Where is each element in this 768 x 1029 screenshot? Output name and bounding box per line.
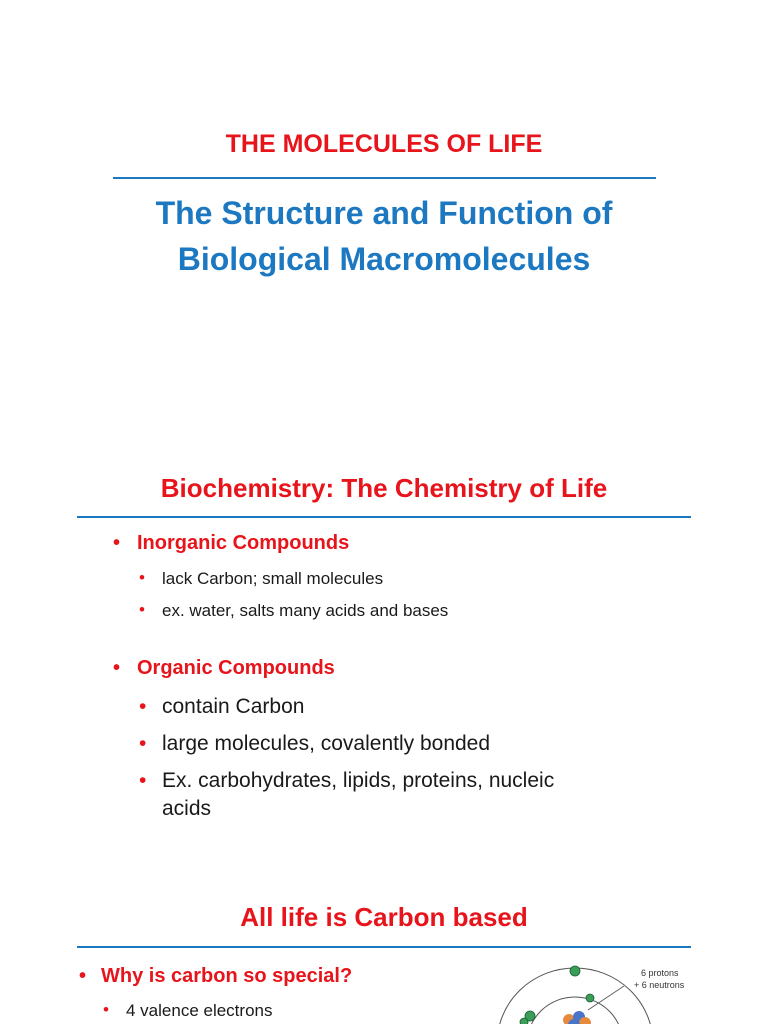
bullet-text: large molecules, covalently bonded <box>162 732 491 755</box>
bullet-glyph: • <box>139 568 145 587</box>
title-divider <box>113 177 656 179</box>
bullet-glyph: • <box>139 769 147 792</box>
bullet-item <box>103 1000 273 1021</box>
carbon-atom-illustration <box>490 962 740 1024</box>
bullet-heading-inorganic <box>113 532 350 555</box>
bullet-heading-organic <box>113 657 335 680</box>
bullet-list <box>0 430 768 862</box>
bullet-glyph: • <box>113 657 121 679</box>
neutrons-label: + 6 neutrons <box>634 980 685 990</box>
slide-carbon <box>0 862 768 1024</box>
bullet-item <box>139 767 555 795</box>
bullet-glyph: • <box>79 965 87 987</box>
electron <box>586 994 594 1002</box>
electron <box>570 966 580 976</box>
bullet-item <box>139 693 305 721</box>
bullet-text: Why is carbon so special? <box>101 965 353 987</box>
slide-subtitle <box>0 190 768 282</box>
bullet-item <box>139 568 384 589</box>
bullet-text: Ex. carbohydrates, lipids, proteins, nucleic <box>162 769 555 792</box>
bullet-glyph: • <box>113 532 121 554</box>
slide-biochemistry <box>0 430 768 862</box>
bullet-text: lack Carbon; small molecules <box>162 569 384 588</box>
bullet-text: acids <box>162 797 212 820</box>
heading-divider <box>77 946 691 948</box>
subtitle-line-1: The Structure and Function of <box>155 195 613 231</box>
bullet-glyph: • <box>103 1000 109 1019</box>
bullet-text: Inorganic Compounds <box>137 532 350 554</box>
electron <box>520 1018 528 1024</box>
bullet-text: 4 valence electrons <box>126 1001 273 1020</box>
bullet-glyph: • <box>139 732 147 755</box>
bullet-glyph: • <box>139 600 145 619</box>
bullet-item <box>139 600 449 621</box>
carbon-atom-diagram <box>490 962 740 1024</box>
bullet-item <box>139 730 491 758</box>
slide-heading: Biochemistry: The Chemistry of Life <box>160 473 608 503</box>
slide-title-heading: THE MOLECULES OF LIFE <box>225 130 543 158</box>
bullet-text: contain Carbon <box>162 695 305 718</box>
bullet-glyph: • <box>139 695 147 718</box>
bullet-item-continuation <box>162 795 211 823</box>
protons-label: 6 protons <box>641 968 679 978</box>
bullet-text: Organic Compounds <box>137 657 335 679</box>
slide-title <box>0 0 768 430</box>
bullet-text: ex. water, salts many acids and bases <box>162 601 449 620</box>
subtitle-line-2: Biological Macromolecules <box>177 241 591 277</box>
slide-heading: All life is Carbon based <box>240 902 528 932</box>
bullet-heading-question <box>79 965 353 988</box>
